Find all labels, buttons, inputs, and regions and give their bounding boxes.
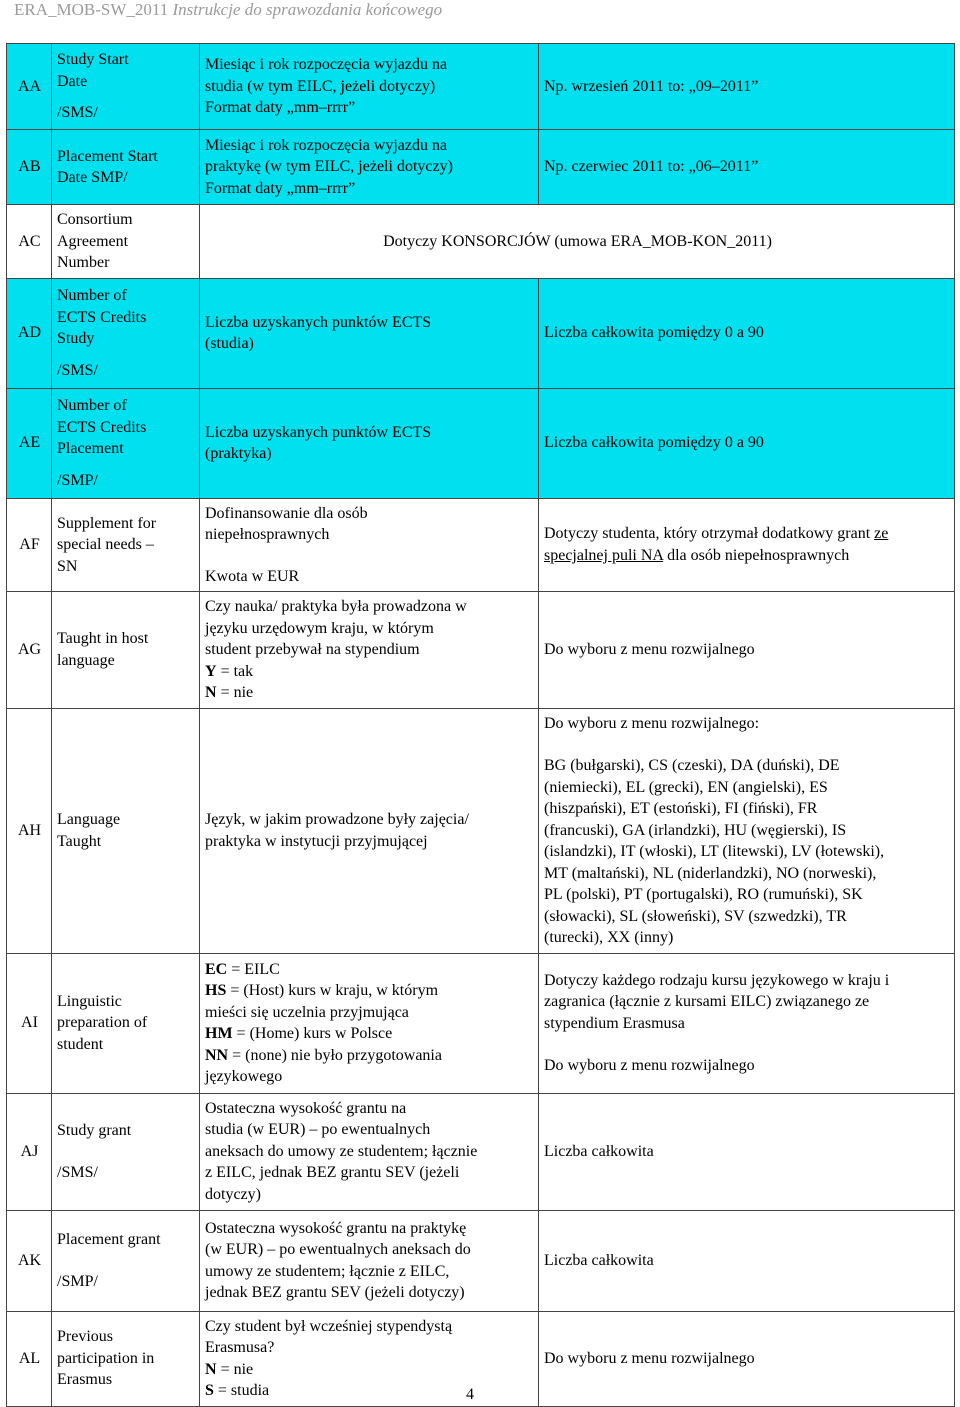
- field-description: Ostateczna wysokość grantu na praktykę (w EUR) – po ewentualnych aneksach do umowy ze studentem; łącznie z EILC, jednak BEZ grantu SEV (jeżeli dotyczy): [200, 1210, 539, 1311]
- field-name: Taught in host language: [52, 592, 200, 709]
- field-code: AJ: [7, 1093, 52, 1210]
- merged-note: Dotyczy KONSORCJÓW (umowa ERA_MOB-KON_2011): [200, 205, 955, 279]
- field-note: Liczba całkowita: [539, 1210, 955, 1311]
- field-note: Dotyczy studenta, który otrzymał dodatkowy grant ze specjalnej puli NA dla osób niepełnosprawnych: [539, 498, 955, 592]
- field-description: Miesiąc i rok rozpoczęcia wyjazdu na praktykę (w tym EILC, jeżeli dotyczy) Format daty „mm–rrrr”: [200, 130, 539, 205]
- field-note: Do wyboru z menu rozwijalnego: [539, 1311, 955, 1406]
- field-description: EC = EILC HS = (Host) kurs w kraju, w którym mieści się uczelnia przyjmująca HM = (Home) kurs w Polsce NN = (none) nie było przygotowania językowego: [200, 953, 539, 1093]
- field-code: AD: [7, 278, 52, 388]
- field-name: Study grant /SMS/: [52, 1093, 200, 1210]
- field-note: Liczba całkowita pomiędzy 0 a 90: [539, 278, 955, 388]
- field-description: Ostateczna wysokość grantu na studia (w EUR) – po ewentualnych aneksach do umowy ze studentem; łącznie z EILC, jednak BEZ grantu SEV (jeżeli dotyczy): [200, 1093, 539, 1210]
- field-note: Np. wrzesień 2011 to: „09–2011”: [539, 44, 955, 130]
- field-note: Do wyboru z menu rozwijalnego: [539, 592, 955, 709]
- field-code: AB: [7, 130, 52, 205]
- field-name: Number of ECTS Credits Placement /SMP/: [52, 388, 200, 498]
- table-row-ah: [7, 708, 955, 953]
- field-name: Study Start Date /SMS/: [52, 44, 200, 130]
- document-code: ERA_MOB-SW_2011: [14, 0, 169, 19]
- field-code: AL: [7, 1311, 52, 1406]
- field-code: AI: [7, 953, 52, 1093]
- table-row-ag: [7, 592, 955, 709]
- field-note: Dotyczy każdego rodzaju kursu językowego w kraju i zagranica (łącznie z kursami EILC) związanego ze stypendium Erasmusa Do wyboru z menu rozwijalnego: [539, 953, 955, 1093]
- field-name: Number of ECTS Credits Study /SMS/: [52, 278, 200, 388]
- table-row-ae: [7, 388, 955, 498]
- table-row-ad: [7, 278, 955, 388]
- field-name: Placement Start Date SMP/: [52, 130, 200, 205]
- field-code: AE: [7, 388, 52, 498]
- table-row-aa: [7, 44, 955, 130]
- table-row-ak: [7, 1210, 955, 1311]
- field-description: Miesiąc i rok rozpoczęcia wyjazdu na studia (w tym EILC, jeżeli dotyczy) Format daty „mm–rrrr”: [200, 44, 539, 130]
- field-description: Czy nauka/ praktyka była prowadzona w języku urzędowym kraju, w którym student przebywał na stypendium Y = tak N = nie: [200, 592, 539, 709]
- field-name: Placement grant /SMP/: [52, 1210, 200, 1311]
- field-description: Liczba uzyskanych punktów ECTS (praktyka): [200, 388, 539, 498]
- field-name: Supplement for special needs – SN: [52, 498, 200, 592]
- table-row-ac: [7, 205, 955, 279]
- field-code: AG: [7, 592, 52, 709]
- field-name: Consortium Agreement Number: [52, 205, 200, 279]
- table-row-aj: [7, 1093, 955, 1210]
- field-code: AF: [7, 498, 52, 592]
- page-header: [14, 0, 442, 20]
- underlined-note: ze specjalnej puli NA: [544, 525, 889, 564]
- field-note: Do wyboru z menu rozwijalnego: BG (bułgarski), CS (czeski), DA (duński), DE (niemiecki), EL (grecki), EN (angielski), ES (hiszpański), ET (estoński), FI (fiński), FR (francuski), GA (irlandzki), HU (węgierski), IS (islandzki), IT (włoski), LT (litewski), LV (łotewski), MT (maltański), NL (niderlandzki), NO (norweski), PL (polski), PT (portugalski), RO (rumuński), SK (słowacki), SL (słoweński), SV (szwedzki), TR (turecki), XX (inny): [539, 708, 955, 953]
- table-row-af: [7, 498, 955, 592]
- field-code: AC: [7, 205, 52, 279]
- table-row-ai: [7, 953, 955, 1093]
- page-number: 4: [466, 1386, 474, 1403]
- field-note: Liczba całkowita pomiędzy 0 a 90: [539, 388, 955, 498]
- field-description: Język, w jakim prowadzone były zajęcia/ praktyka w instytucji przyjmującej: [200, 708, 539, 953]
- field-note: Np. czerwiec 2011 to: „06–2011”: [539, 130, 955, 205]
- field-code: AH: [7, 708, 52, 953]
- field-spec-table: [6, 43, 955, 1407]
- field-description: Dofinansowanie dla osób niepełnosprawnych Kwota w EUR: [200, 498, 539, 592]
- table-row-ab: [7, 130, 955, 205]
- field-name: Previous participation in Erasmus: [52, 1311, 200, 1406]
- field-code: AK: [7, 1210, 52, 1311]
- field-code: AA: [7, 44, 52, 130]
- field-description: Czy student był wcześniej stypendystą Erasmusa? N = nie S = studia: [200, 1311, 539, 1406]
- field-name: Linguistic preparation of student: [52, 953, 200, 1093]
- field-note: Liczba całkowita: [539, 1093, 955, 1210]
- document-title: Instrukcje do sprawozdania końcowego: [172, 0, 443, 19]
- field-description: Liczba uzyskanych punktów ECTS (studia): [200, 278, 539, 388]
- field-name: Language Taught: [52, 708, 200, 953]
